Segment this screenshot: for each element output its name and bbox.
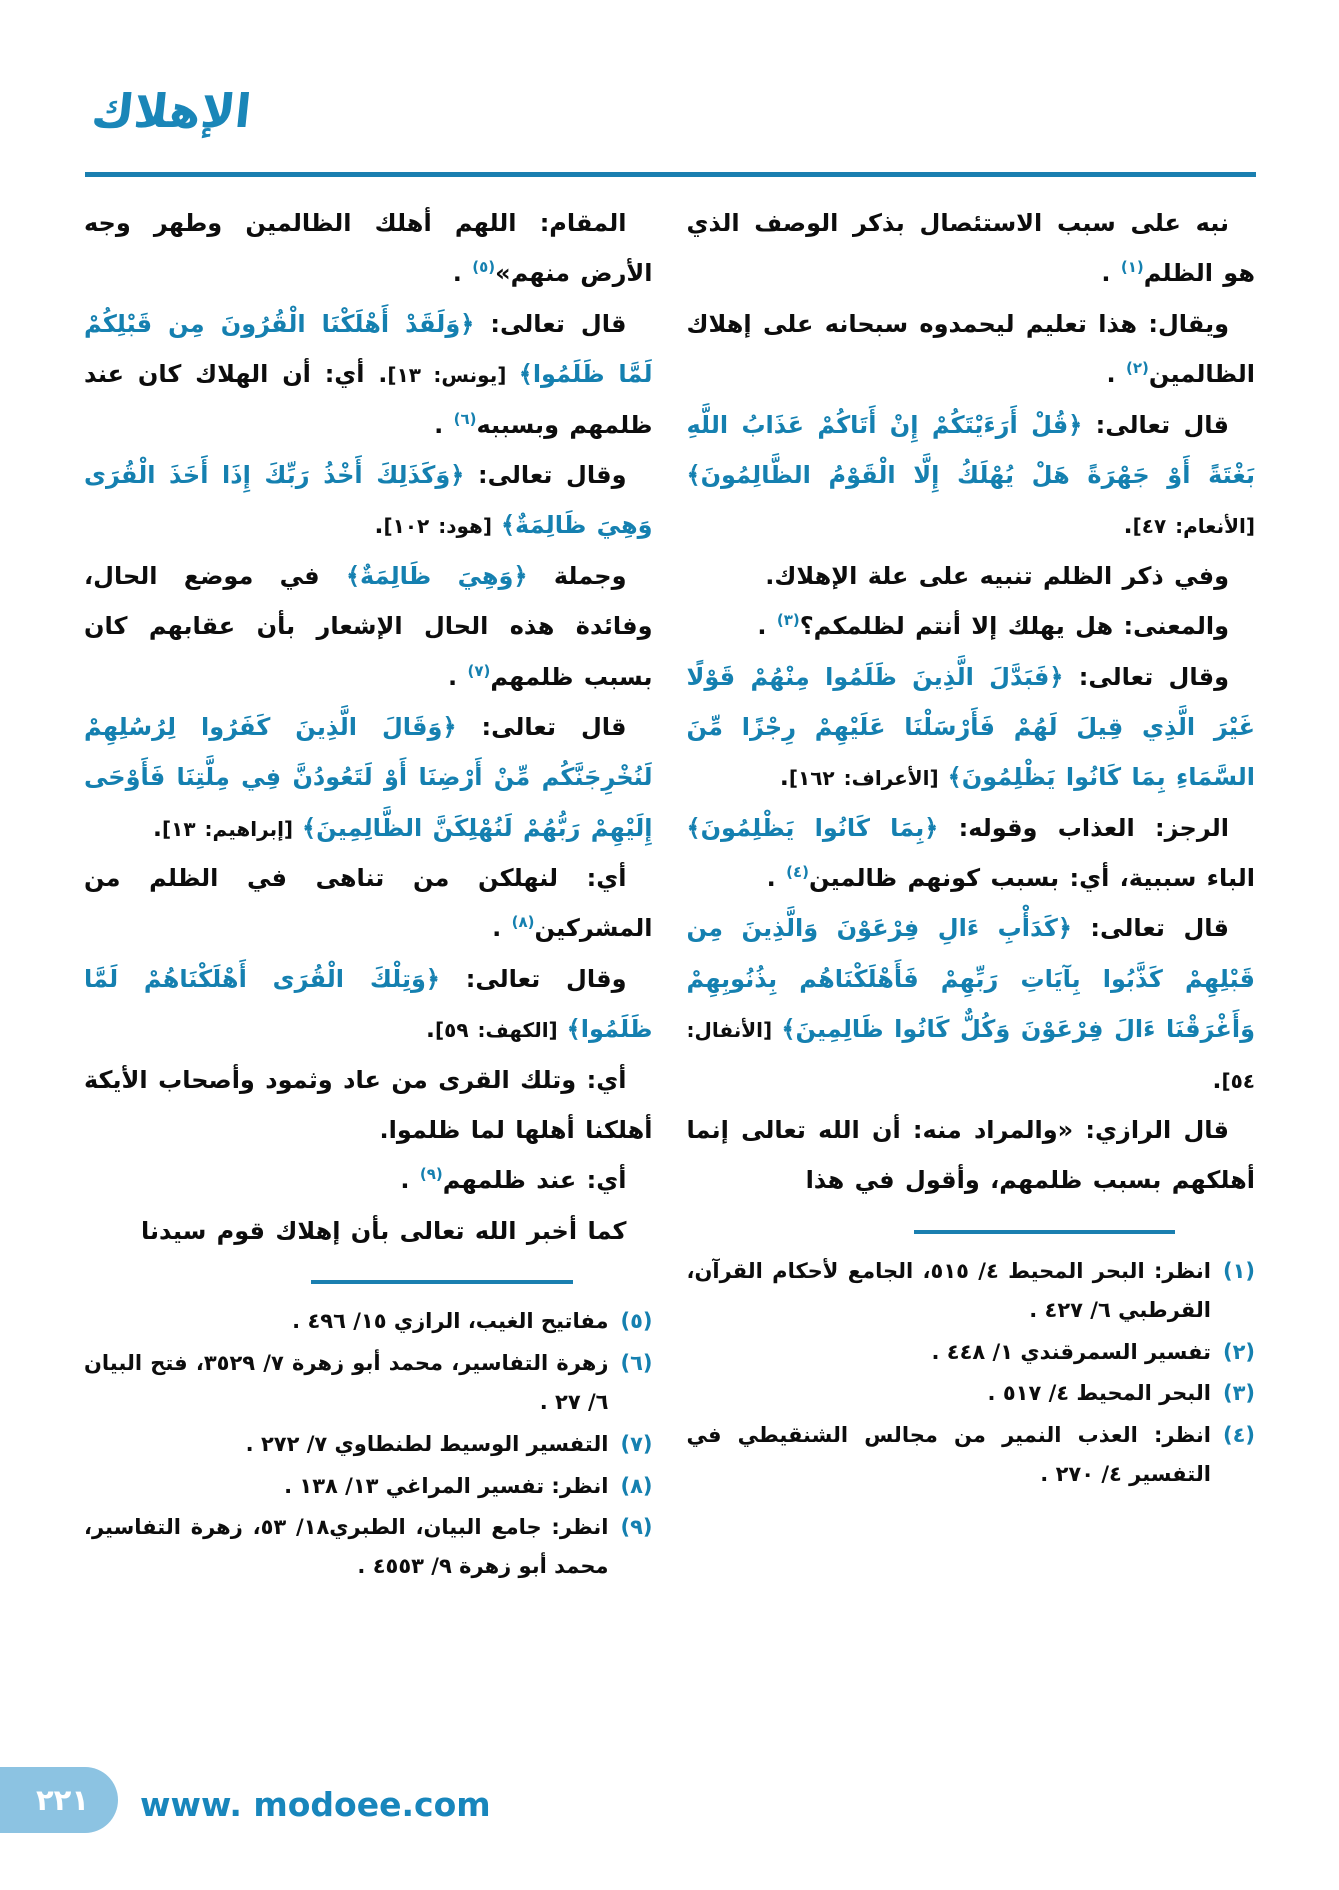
- footnote-marker: (٧): [467, 661, 491, 680]
- body-text: أي: عند ظلمهم: [442, 1166, 627, 1195]
- paragraph: [687, 803, 1256, 904]
- quran-verse: ﴿بِمَا كَانُوا يَظْلِمُونَ﴾: [686, 813, 939, 842]
- quran-verse: ﴿وَهِيَ ظَالِمَةٌ﴾: [345, 561, 528, 590]
- footnote-number: (٧): [620, 1431, 653, 1456]
- paragraph: [687, 1105, 1256, 1206]
- body-text: وقال تعالى:: [439, 964, 627, 993]
- body-text: قال الرازي: «والمراد منه: أن الله تعالى إنما أهلكهم بسبب ظلمهم، وأقول في هذا: [686, 1116, 1255, 1195]
- footnote: [687, 1416, 1256, 1494]
- body-text: .: [1101, 259, 1121, 288]
- body-text: وجملة: [527, 561, 627, 590]
- quran-verse: ﴿كَدَأْبِ ءَالِ فِرْعَوْنَ وَالَّذِينَ مِن قَبْلِهِمْ كَذَّبُوا بِآيَاتِ رَبِّهِمْ فَأَهْلَكْنَاهُم بِذُنُوبِهِمْ وَأَغْرَقْنَا ءَالَ فِرْعَوْنَ وَكُلٌّ كَانُوا ظَالِمِينَ﴾: [686, 914, 1255, 1044]
- footnote-number: (٥): [620, 1309, 653, 1334]
- footnote-text: انظر: تفسير المراغي ١٣/ ١٣٨ .: [284, 1473, 609, 1498]
- body-text: .: [452, 259, 473, 288]
- paragraph: [84, 1055, 653, 1156]
- paragraph: [687, 400, 1256, 551]
- footnote-text: زهرة التفاسير، محمد أبو زهرة ٧/ ٣٥٢٩، فتح البيان ٦/ ٢٧ .: [84, 1351, 609, 1414]
- body-text: .: [757, 612, 777, 641]
- footnote-marker: (٣): [776, 611, 800, 630]
- footnote-text: تفسير السمرقندي ١/ ٤٤٨ .: [931, 1339, 1211, 1364]
- footnote: [687, 1374, 1256, 1413]
- paragraph: [84, 702, 653, 853]
- footnote-number: (٣): [1222, 1381, 1255, 1406]
- paragraph: [84, 198, 653, 299]
- paragraph: [84, 954, 653, 1055]
- column-right-body: [687, 198, 1256, 1206]
- body-text: . أي: أن الهلاك كان عند ظلمهم وبسببه: [84, 360, 653, 439]
- chapter-title: الإهلاك: [89, 84, 254, 138]
- body-text: وقال تعالى:: [464, 460, 627, 489]
- footnote: [84, 1508, 653, 1586]
- body-text: .: [425, 1015, 436, 1044]
- body-text: .: [447, 662, 468, 691]
- footnote: [687, 1333, 1256, 1372]
- column-left-body: [84, 198, 653, 1256]
- footnote-marker: (٤): [786, 863, 809, 882]
- body-text: قال تعالى:: [456, 712, 627, 741]
- quran-verse: ﴿وَتِلْكَ الْقُرَى أَهْلَكْنَاهُمْ لَمَّا ظَلَمُوا﴾: [84, 964, 653, 1044]
- body-text: قال تعالى:: [474, 309, 627, 338]
- body-text: قال تعالى:: [1082, 410, 1229, 439]
- footnote-separator: [914, 1230, 1176, 1234]
- footnote-marker: (٨): [511, 913, 535, 932]
- verse-reference: [الأعراف: ١٦٢]: [788, 766, 948, 791]
- body-text: نبه على سبب الاستئصال بذكر الوصف الذي هو الظلم: [686, 209, 1255, 288]
- body-text: في موضع الحال، وفائدة هذه الحال الإشعار بأن عقابهم كان بسبب ظلمهم: [84, 561, 653, 691]
- paragraph: [687, 198, 1256, 299]
- column-left: [84, 198, 653, 1589]
- footnote: [687, 1252, 1256, 1330]
- footnote-marker: (٩): [419, 1165, 443, 1184]
- body-text: وقال تعالى:: [1063, 662, 1229, 691]
- quran-verse: ﴿وَقَالَ الَّذِينَ كَفَرُوا لِرُسُلِهِمْ لَنُخْرِجَنَّكُم مِّنْ أَرْضِنَا أَوْ لَتَعُودُنَّ فِي مِلَّتِنَا فَأَوْحَى إِلَيْهِمْ رَبُّهُمْ لَنُهْلِكَنَّ الظَّالِمِينَ﴾: [84, 712, 653, 842]
- footnote-number: (٤): [1222, 1423, 1255, 1448]
- paragraph: [84, 450, 653, 551]
- paragraph: [84, 1206, 653, 1256]
- paragraph: [687, 903, 1256, 1105]
- quran-verse: ﴿فَبَدَّلَ الَّذِينَ ظَلَمُوا مِنْهُمْ قَوْلًا غَيْرَ الَّذِي قِيلَ لَهُمْ فَأَرْسَلْنَا عَلَيْهِمْ رِجْزًا مِّنَ السَّمَاءِ بِمَا كَانُوا يَظْلِمُونَ﴾: [686, 662, 1255, 792]
- footnote-text: التفسير الوسيط لطنطاوي ٧/ ٢٧٢ .: [245, 1431, 609, 1456]
- footnote-number: (١): [1222, 1258, 1255, 1283]
- body-text: .: [779, 763, 789, 792]
- paragraph: [84, 551, 653, 702]
- footnote-marker: (٥): [472, 258, 496, 277]
- quran-verse: ﴿وَلَقَدْ أَهْلَكْنَا الْقُرُونَ مِن قَبْلِكُمْ لَمَّا ظَلَمُوا﴾: [84, 309, 653, 389]
- paragraph: [84, 299, 653, 450]
- body-text: المقام: اللهم أهلك الظالمين وطهر وجه الأرض منهم»: [84, 209, 653, 288]
- quran-verse: ﴿قُلْ أَرَءَيْتَكُمْ إِنْ أَتَاكُمْ عَذَابُ اللَّهِ بَغْتَةً أَوْ جَهْرَةً هَلْ يُهْلَكُ إِلَّا الْقَوْمُ الظَّالِمُونَ﴾: [686, 410, 1255, 489]
- body-text: كما أخبر الله تعالى بأن إهلاك قوم سيدنا: [141, 1216, 627, 1245]
- footnote-text: مفاتيح الغيب، الرازي ١٥/ ٤٩٦ .: [292, 1309, 609, 1334]
- column-right-footnotes: [687, 1252, 1256, 1494]
- body-text: أي: وتلك القرى من عاد وثمود وأصحاب الأيكة أهلكنا أهلها لما ظلموا.: [84, 1065, 653, 1145]
- footnote: [84, 1344, 653, 1422]
- column-left-footnotes: [84, 1302, 653, 1586]
- body-text: الرجز: العذاب وقوله:: [938, 813, 1229, 842]
- text-columns: [84, 198, 1255, 1589]
- body-text: الباء سببية، أي: بسبب كونهم ظالمين: [808, 864, 1255, 893]
- column-right: [687, 198, 1256, 1589]
- paragraph: [687, 299, 1256, 400]
- footnote: [84, 1425, 653, 1464]
- body-text: .: [374, 511, 384, 540]
- header-rule: [85, 172, 1256, 177]
- body-text: .: [1212, 1065, 1222, 1094]
- verse-reference: [الأنفال: ٥٤]: [686, 1018, 1255, 1093]
- footnote: [84, 1467, 653, 1506]
- body-text: .: [492, 914, 512, 943]
- verse-reference: [إبراهيم: ١٣]: [162, 816, 303, 841]
- paragraph: [687, 551, 1256, 601]
- footnote-text: انظر: العذب النمير من مجالس الشنقيطي في التفسير ٤/ ٢٧٠ .: [686, 1423, 1211, 1487]
- footnote-text: انظر: جامع البيان، الطبري١٨/ ٥٣، زهرة التفاسير، محمد أبو زهرة ٩/ ٤٥٥٣ .: [84, 1515, 609, 1579]
- body-text: وفي ذكر الظلم تنبيه على علة الإهلاك.: [765, 561, 1229, 590]
- body-text: .: [1123, 511, 1133, 540]
- body-text: أي: لنهلكن من تناهى في الظلم من المشركين: [84, 864, 653, 943]
- body-text: .: [152, 813, 163, 842]
- footnote-marker: (٦): [453, 409, 477, 428]
- footnote-number: (٦): [620, 1351, 653, 1376]
- body-text: .: [434, 410, 454, 439]
- footnote-number: (٢): [1222, 1339, 1255, 1364]
- website-url: www. modoee.com: [140, 1785, 491, 1824]
- body-text: .: [1106, 360, 1126, 389]
- body-text: ويقال: هذا تعليم ليحمدوه سبحانه على إهلاك الظالمين: [686, 309, 1255, 389]
- verse-reference: [يونس: ١٣]: [387, 363, 519, 388]
- quran-verse: ﴿وَكَذَلِكَ أَخْذُ رَبِّكَ إِذَا أَخَذَ الْقُرَى وَهِيَ ظَالِمَةٌ﴾: [84, 460, 653, 540]
- body-text: قال تعالى:: [1071, 914, 1229, 943]
- footnote-text: البحر المحيط ٤/ ٥١٧ .: [987, 1381, 1211, 1406]
- footnote-number: (٩): [620, 1515, 653, 1540]
- footnote-marker: (٢): [1126, 359, 1149, 378]
- verse-reference: [هود: ١٠٢]: [383, 514, 501, 539]
- footnote-number: (٨): [620, 1473, 653, 1498]
- paragraph: [84, 853, 653, 954]
- footnote: [84, 1302, 653, 1341]
- body-text: والمعنى: هل يهلك إلا أنتم لظلمكم؟: [799, 612, 1229, 641]
- body-text: .: [400, 1166, 420, 1195]
- paragraph: [687, 601, 1256, 651]
- footnote-text: انظر: البحر المحيط ٤/ ٥١٥، الجامع لأحكام القرآن، القرطبي ٦/ ٤٢٧ .: [686, 1258, 1211, 1322]
- verse-reference: [الأنعام: ٤٧]: [1132, 514, 1255, 539]
- page-number-badge: [0, 1767, 118, 1833]
- body-text: .: [766, 864, 787, 893]
- footnote-marker: (١): [1120, 258, 1144, 277]
- footnote-separator: [311, 1280, 573, 1284]
- paragraph: [84, 1155, 653, 1205]
- paragraph: [687, 652, 1256, 803]
- page-number: ٢٢١: [35, 1783, 90, 1817]
- verse-reference: [الكهف: ٥٩]: [435, 1018, 567, 1043]
